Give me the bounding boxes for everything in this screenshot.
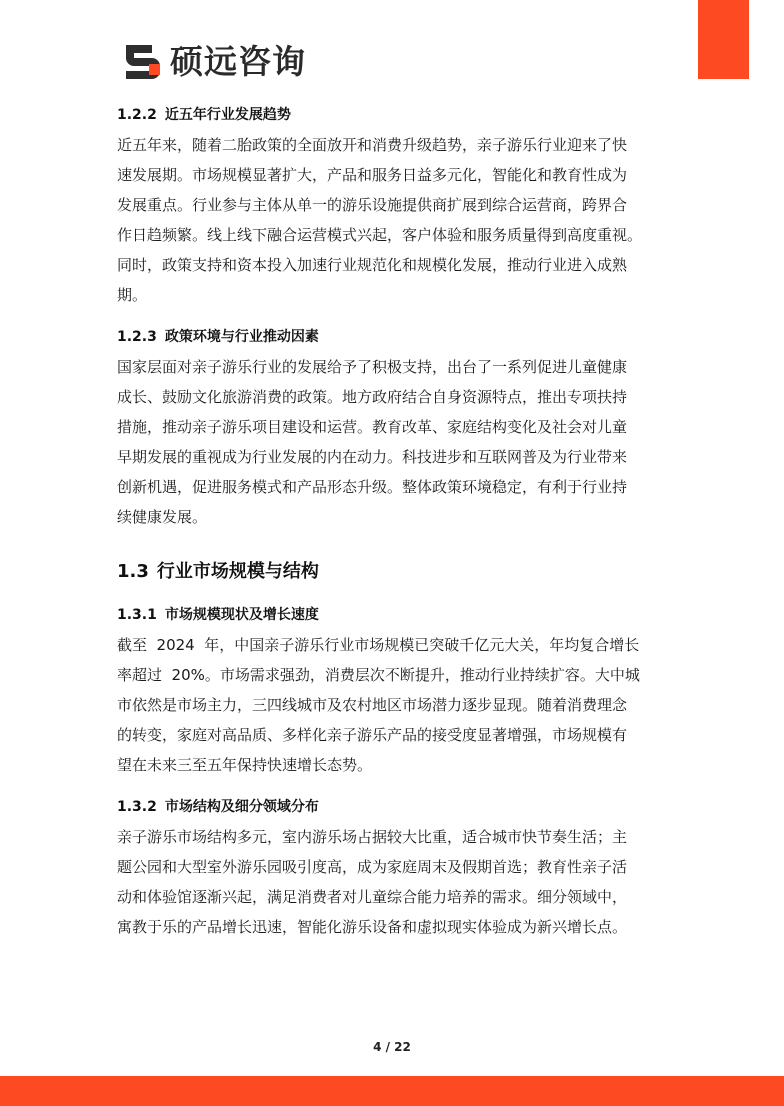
- paragraph-line: 早期发展的重视成为行业发展的内在动力。科技进步和互联网普及为行业带来: [117, 448, 628, 466]
- section-heading-1-2-2: 1.2.2 近五年行业发展趋势: [117, 107, 291, 123]
- paragraph-line: 动和体验馆逐渐兴起，满足消费者对儿童综合能力培养的需求。细分领域中，: [117, 888, 628, 906]
- paragraph-line: 成长、鼓励文化旅游消费的政策。地方政府结合自身资源特点，推出专项扶持: [117, 388, 628, 406]
- corner-accent-block: [698, 0, 749, 79]
- paragraph-line: 国家层面对亲子游乐行业的发展给予了积极支持，出台了一系列促进儿童健康: [117, 358, 628, 376]
- document-body: [117, 100, 665, 942]
- paragraph-line: 近五年来，随着二胎政策的全面放开和消费升级趋势，亲子游乐行业迎来了快: [117, 136, 628, 154]
- section-paragraph-1-3-1: [117, 630, 665, 780]
- paragraph-line: 同时，政策支持和资本投入加速行业规范化和规模化发展，推动行业进入成熟: [117, 256, 628, 274]
- paragraph-line: 截至 2024 年，中国亲子游乐行业市场规模已突破千亿元大关，年均复合增长: [117, 636, 640, 654]
- paragraph-line: 创新机遇，促进服务模式和产品形态升级。整体政策环境稳定，有利于行业持: [117, 478, 628, 496]
- section-heading-1-3-2: 1.3.2 市场结构及细分领域分布: [117, 799, 319, 815]
- paragraph-line: 的转变，家庭对高品质、多样化亲子游乐产品的接受度显著增强，市场规模有: [117, 726, 628, 744]
- paragraph-line: 率超过 20%。市场需求强劲，消费层次不断提升，推动行业持续扩容。大中城: [117, 666, 640, 684]
- paragraph-line: 发展重点。行业参与主体从单一的游乐设施提供商扩展到综合运营商，跨界合: [117, 196, 628, 214]
- paragraph-line: 题公园和大型室外游乐园吸引度高，成为家庭周末及假期首选；教育性亲子活: [117, 858, 628, 876]
- company-name: 硕远咨询: [170, 42, 306, 81]
- paragraph-line: 措施，推动亲子游乐项目建设和运营。教育改革、家庭结构变化及社会对儿童: [117, 418, 628, 436]
- company-logo: [126, 44, 306, 80]
- section-paragraph-1-2-2: [117, 130, 665, 310]
- paragraph-line: 续健康发展。: [117, 508, 208, 526]
- s-mark-icon: [126, 45, 160, 79]
- section-heading-1-2-3: 1.2.3 政策环境与行业推动因素: [117, 329, 319, 345]
- paragraph-line: 亲子游乐市场结构多元，室内游乐场占据较大比重，适合城市快节奏生活；主: [117, 828, 628, 846]
- section-paragraph-1-2-3: [117, 352, 665, 532]
- section-heading-1-3-1: 1.3.1 市场规模现状及增长速度: [117, 607, 319, 623]
- footer-accent-bar: [0, 1076, 784, 1106]
- paragraph-line: 期。: [117, 286, 148, 304]
- section-heading-1-3: 1.3 行业市场规模与结构: [117, 561, 319, 582]
- paragraph-line: 速发展期。市场规模显著扩大，产品和服务日益多元化，智能化和教育性成为: [117, 166, 628, 184]
- section-paragraph-1-3-2: [117, 822, 665, 942]
- paragraph-line: 市依然是市场主力，三四线城市及农村地区市场潜力逐步显现。随着消费理念: [117, 696, 628, 714]
- paragraph-line: 作日趋频繁。线上线下融合运营模式兴起，客户体验和服务质量得到高度重视。: [117, 226, 643, 244]
- page-number: 4 / 22: [373, 1040, 411, 1054]
- paragraph-line: 望在未来三至五年保持快速增长态势。: [117, 756, 373, 774]
- paragraph-line: 寓教于乐的产品增长迅速，智能化游乐设备和虚拟现实体验成为新兴增长点。: [117, 918, 628, 936]
